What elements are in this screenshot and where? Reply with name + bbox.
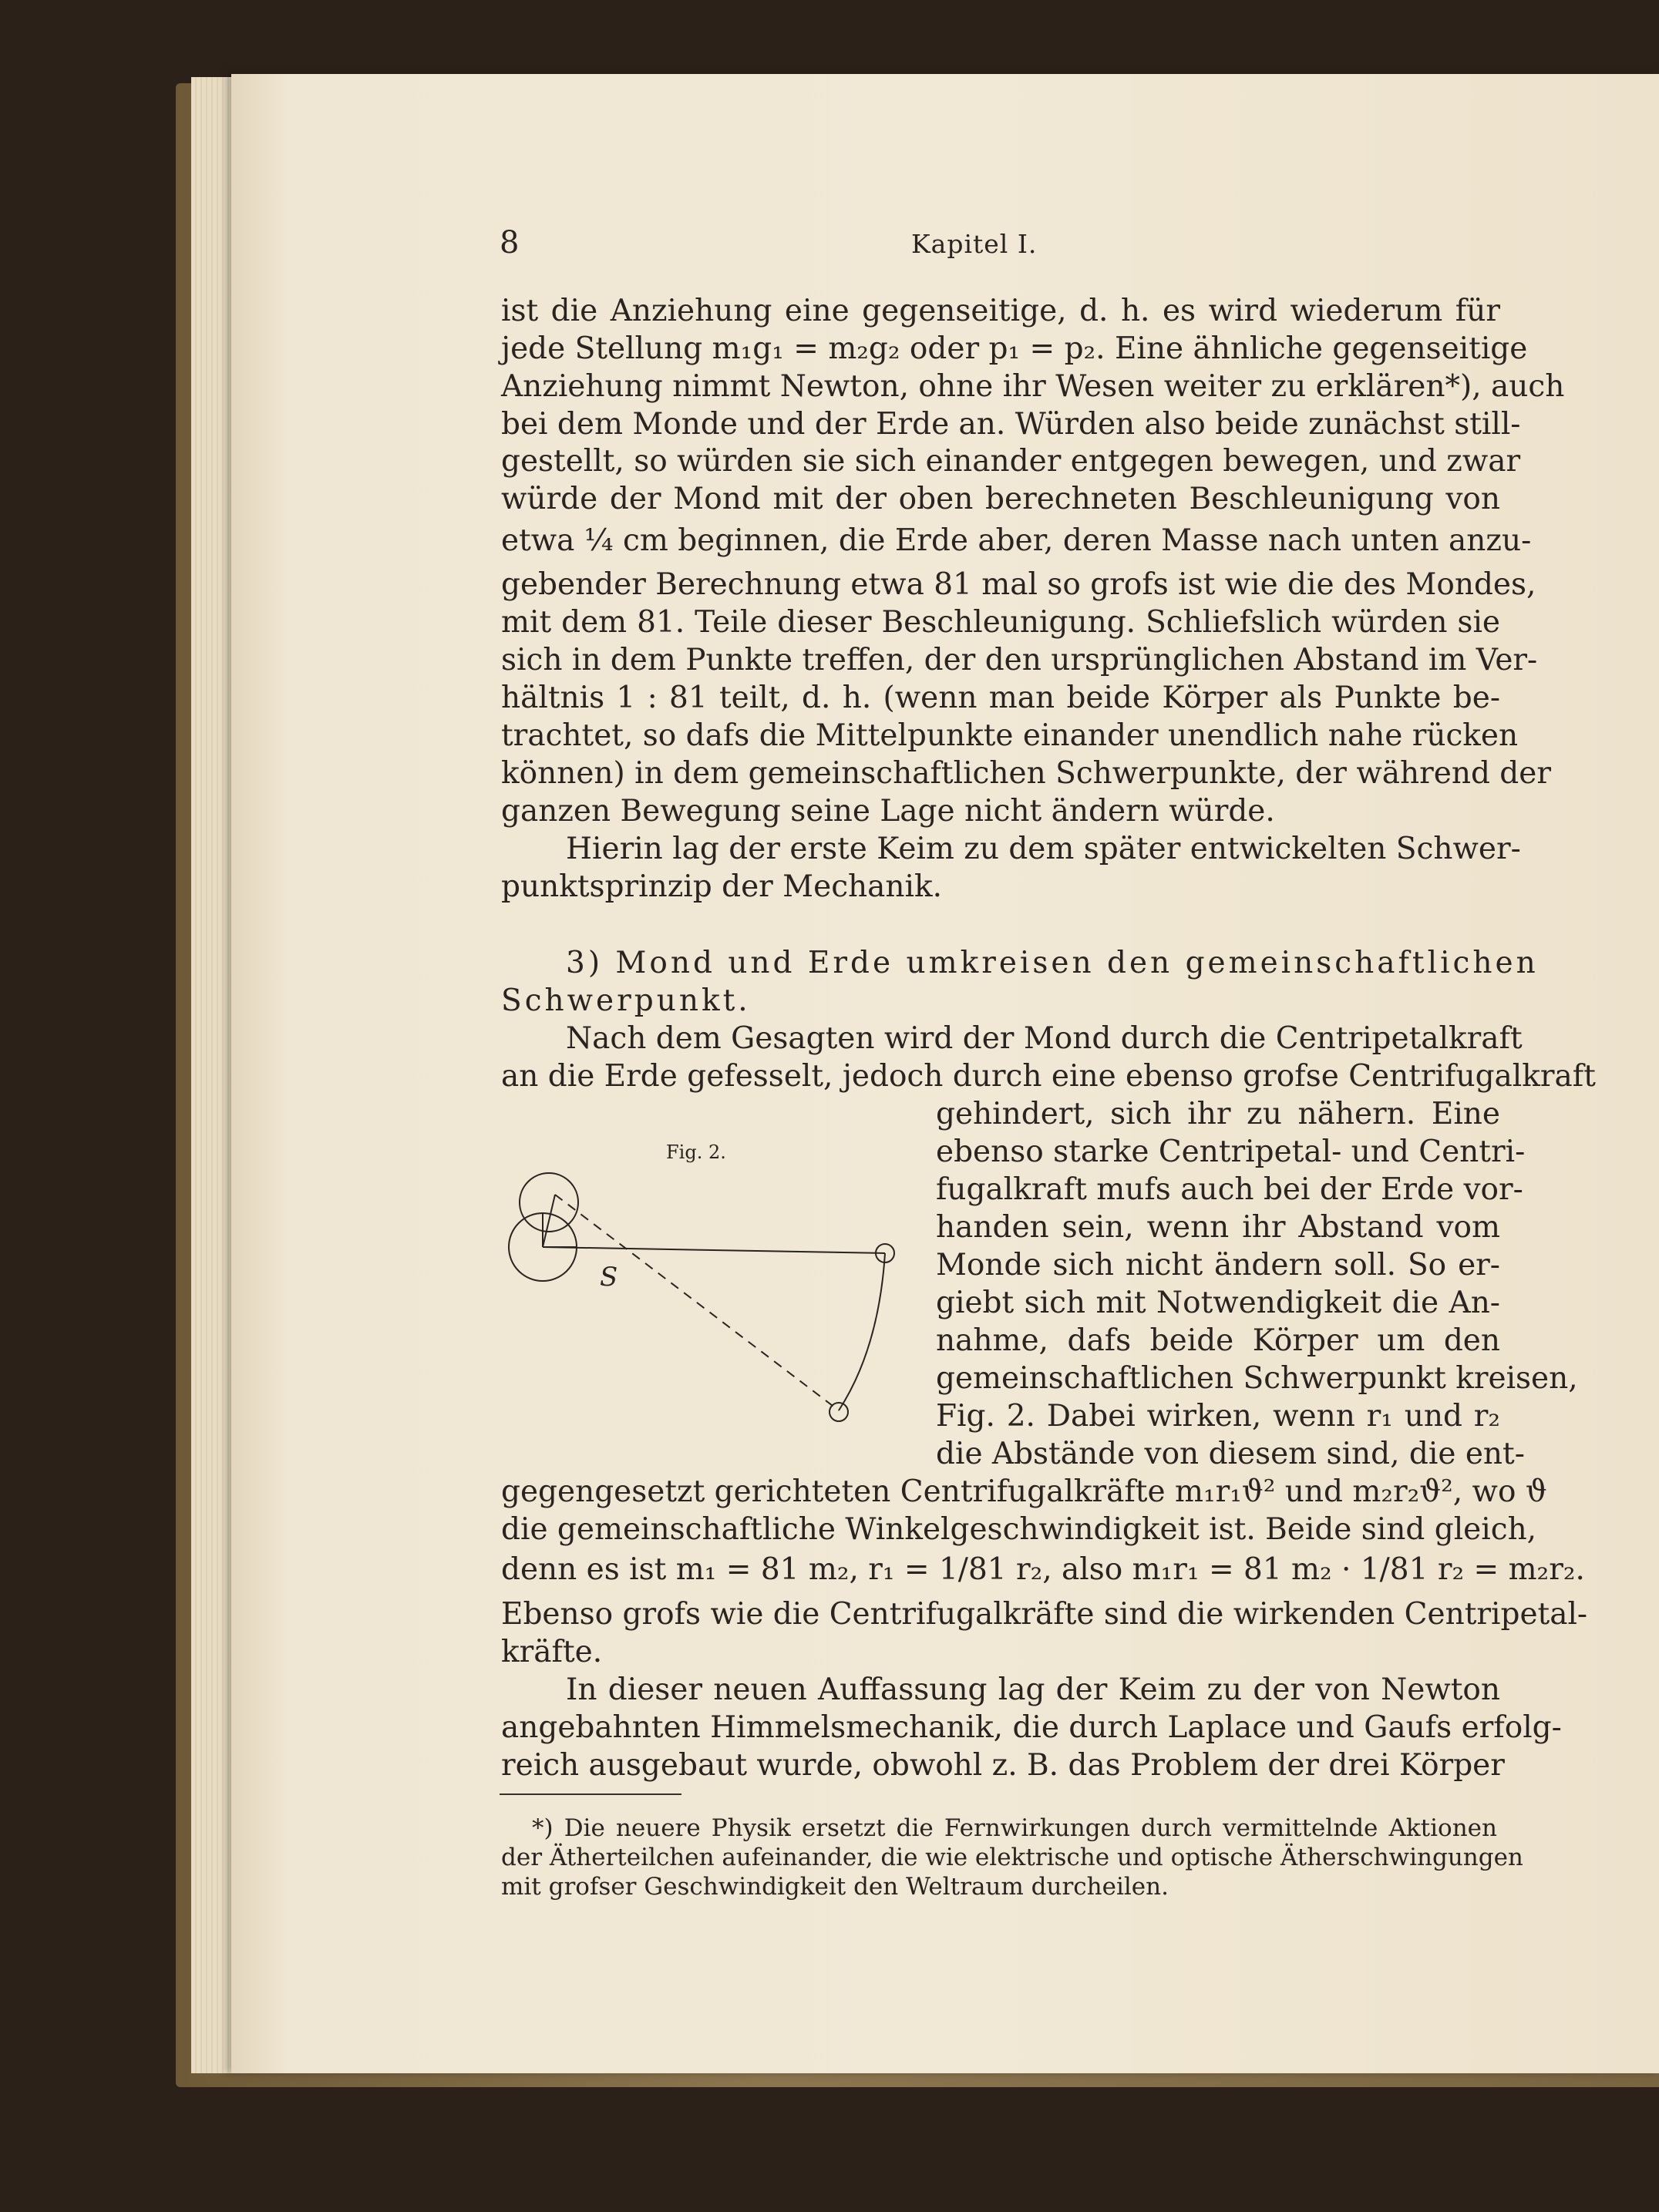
moon-orbit-arc bbox=[839, 1253, 885, 1410]
text-line: Monde sich nicht ändern soll. So er- bbox=[936, 1248, 1500, 1282]
figure-caption: Fig. 2. bbox=[666, 1141, 726, 1163]
text-line: gemeinschaftlichen Schwerpunkt kreisen, bbox=[936, 1361, 1578, 1396]
text-line: können) in dem gemeinschaftlichen Schwerpunkte, der während der bbox=[501, 756, 1551, 791]
dashed-line bbox=[555, 1195, 839, 1410]
text-line: die Abstände von diesem sind, die ent- bbox=[936, 1437, 1525, 1471]
text-line: ebenso starke Centripetal- und Centri- bbox=[936, 1135, 1526, 1169]
footnote-line: mit grofser Geschwindigkeit den Weltraum durcheilen. bbox=[501, 1873, 1169, 1901]
page-number: 8 bbox=[500, 225, 520, 261]
text-line: ganzen Bewegung seine Lage nicht ändern würde. bbox=[501, 794, 1275, 829]
text-line: gestellt, so würden sie sich einander entgegen bewegen, und zwar bbox=[501, 444, 1521, 479]
footnote-rule bbox=[500, 1793, 681, 1795]
text-line: Ebenso grofs wie die Centrifugalkräfte sind die wirkenden Centripetal- bbox=[501, 1597, 1588, 1632]
distance-line bbox=[543, 1247, 885, 1253]
text-line: punktsprinzip der Mechanik. bbox=[501, 869, 943, 904]
text-line: bei dem Monde und der Erde an. Würden also beide zunächst still- bbox=[501, 407, 1521, 442]
text-line: denn es ist m₁ = 81 m₂, r₁ = 1/81 r₂, also m₁r₁ = 81 m₂ · 1/81 r₂ = m₂r₂. bbox=[501, 1552, 1585, 1587]
text-line: handen sein, wenn ihr Abstand vom bbox=[936, 1210, 1500, 1245]
section-heading: 3) Mond und Erde umkreisen den gemeinschaftlichen bbox=[566, 946, 1539, 980]
text-line: an die Erde gefesselt, jedoch durch eine ebenso grofse Centrifugalkraft bbox=[501, 1059, 1596, 1094]
text-line: gehindert, sich ihr zu nähern. Eine bbox=[936, 1097, 1500, 1131]
text-line: mit dem 81. Teile dieser Beschleunigung. Schliefslich würden sie bbox=[501, 605, 1500, 640]
text-line: sich in dem Punkte treffen, der den ursprünglichen Abstand im Ver- bbox=[501, 643, 1538, 677]
text-line: angebahnten Himmelsmechanik, die durch Laplace und Gaufs erfolg- bbox=[501, 1710, 1562, 1745]
text-line: trachtet, so dafs die Mittelpunkte einander unendlich nahe rücken bbox=[501, 718, 1519, 753]
text-line: kräfte. bbox=[501, 1635, 603, 1669]
text-line: gebender Berechnung etwa 81 mal so grofs ist wie die des Mondes, bbox=[501, 567, 1536, 602]
text-line: gegengesetzt gerichteten Centrifugalkräfte m₁r₁ϑ² und m₂r₂ϑ², wo ϑ bbox=[501, 1474, 1547, 1509]
moon-circle-bottom bbox=[830, 1403, 848, 1421]
earth-pointer bbox=[543, 1195, 555, 1247]
footnote-line: der Ätherteilchen aufeinander, die wie elektrische und optische Ätherschwingungen bbox=[501, 1844, 1523, 1871]
center-label-s: S bbox=[600, 1262, 618, 1293]
text-line: ist die Anziehung eine gegenseitige, d. h. es wird wiederum für bbox=[501, 294, 1500, 328]
text-line: würde der Mond mit der oben berechneten Beschleunigung von bbox=[501, 482, 1500, 516]
text-line: nahme, dafs beide Körper um den bbox=[936, 1323, 1500, 1358]
text-line: die gemeinschaftliche Winkelgeschwindigkeit ist. Beide sind gleich, bbox=[501, 1512, 1537, 1547]
text-line: Anziehung nimmt Newton, ohne ihr Wesen weiter zu erklären*), auch bbox=[501, 369, 1565, 404]
figure-2-diagram bbox=[493, 1156, 925, 1434]
section-heading: Schwerpunkt. bbox=[501, 983, 751, 1018]
text-line: In dieser neuen Auffassung lag der Keim zu der von Newton bbox=[566, 1672, 1500, 1707]
footnote-line: *) Die neuere Physik ersetzt die Fernwirkungen durch vermittelnde Aktionen bbox=[532, 1814, 1497, 1842]
text-line: giebt sich mit Notwendigkeit die An- bbox=[936, 1286, 1500, 1320]
text-line: Hierin lag der erste Keim zu dem später entwickelten Schwer- bbox=[566, 832, 1521, 866]
text-line: fugalkraft mufs auch bei der Erde vor- bbox=[936, 1172, 1523, 1207]
text-line: Nach dem Gesagten wird der Mond durch die Centripetalkraft bbox=[566, 1021, 1523, 1056]
text-line: hältnis 1 : 81 teilt, d. h. (wenn man beide Körper als Punkte be- bbox=[501, 681, 1500, 715]
text-line: jede Stellung m₁g₁ = m₂g₂ oder p₁ = p₂. Eine ähnliche gegenseitige bbox=[501, 331, 1528, 366]
text-line: etwa ¼ cm beginnen, die Erde aber, deren Masse nach unten anzu- bbox=[501, 523, 1532, 558]
text-line: reich ausgebaut wurde, obwohl z. B. das Problem der drei Körper bbox=[501, 1748, 1505, 1783]
running-head: Kapitel I. bbox=[911, 229, 1038, 259]
text-line: Fig. 2. Dabei wirken, wenn r₁ und r₂ bbox=[936, 1399, 1500, 1434]
